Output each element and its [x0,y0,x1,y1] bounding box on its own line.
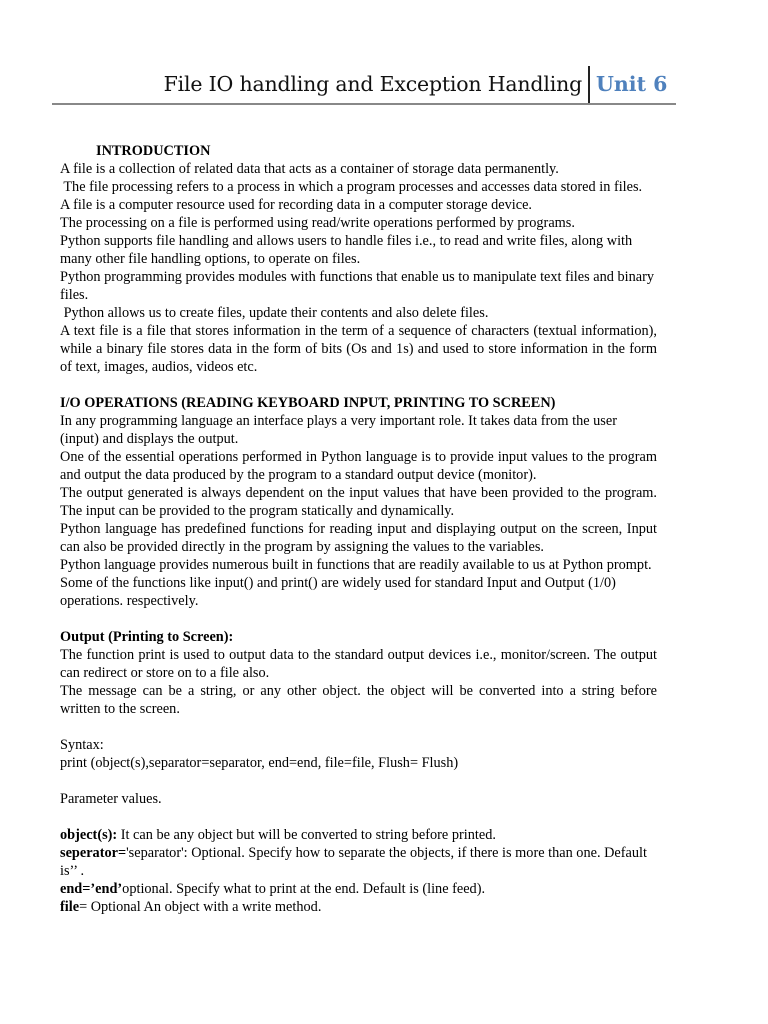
parameter-term: seperator= [60,845,127,861]
document-body [60,142,657,916]
paragraph: A file is a collection of related data that acts as a container of storage data permanently. [60,161,559,177]
paragraph: Python supports file handling and allows users to handle files i.e., to read and write files, along with many other file handling options, to operate on files. [60,233,633,267]
paragraph: A file is a computer resource used for recording data in a computer storage device. [60,197,533,213]
paragraph: Python language provides numerous built in functions that are readily available to us at Python prompt. [60,557,652,573]
paragraph: The message can be a string, or any other object. the object will be converted into a string before written to the screen. [60,683,657,717]
parameter-term: end=’end’ [60,881,123,897]
paragraph: In any programming language an interface plays a very important role. It takes data from the user (input) and displays the output. [60,413,617,447]
paragraph: The file processing refers to a process in which a program processes and accesses data stored in files. [60,179,643,195]
paragraph: Python language has predefined functions for reading input and displaying output on the screen, Input can also be provided directly in the program by assigning the values to the variables. [60,521,657,555]
parameter-item [60,844,657,880]
section-heading-introduction: INTRODUCTION [96,143,211,159]
paragraph: Python programming provides modules with functions that enable us to manipulate text files and binary files. [60,269,655,303]
paragraph: The function print is used to output data to the standard output devices i.e., monitor/screen. The output can redirect or store on to a file also. [60,647,657,681]
paragraph: The processing on a file is performed using read/write operations performed by programs. [60,215,575,231]
parameter-term: object(s): [60,827,118,843]
parameter-description: It can be any object but will be converted to string before printed. [117,827,496,843]
header-divider [588,66,590,104]
parameter-description: 'separator': Optional. Specify how to separate the objects, if there is more than one. Default is’’ . [60,845,647,879]
parameter-term: file [60,899,80,915]
paragraph: The output generated is always dependent on the input values that have been provided to the program. The input can be provided to the program statically and dynamically. [60,485,657,519]
paragraph: A text file is a file that stores information in the term of a sequence of characters (textual information), while a binary file stores data in the form of bits (Os and 1s) and used to store information in the form of text, images, audios, videos etc. [60,323,657,375]
section-heading-io-operations: I/O OPERATIONS (READING KEYBOARD INPUT, PRINTING TO SCREEN) [60,395,556,411]
document-title: File IO handling and Exception Handling [163,72,582,96]
paragraph: One of the essential operations performed in Python language is to provide input values to the program and output the data produced by the program to a standard output device (monitor). [60,449,657,483]
parameter-item [60,880,657,898]
unit-label: Unit 6 [596,72,668,96]
page-header [52,66,676,106]
parameter-heading: Parameter values. [60,791,162,807]
parameter-item [60,898,657,916]
parameter-description: = Optional An object with a write method. [79,899,322,915]
parameter-description: optional. Specify what to print at the end. Default is (line feed). [122,881,486,897]
syntax-code: print (object(s),separator=separator, end=end, file=file, Flush= Flush) [60,755,459,771]
paragraph: Python allows us to create files, update their contents and also delete files. [60,305,489,321]
paragraph: Some of the functions like input() and print() are widely used for standard Input and Output (1/0) operations. respectively. [60,575,616,609]
header-rule [52,103,676,105]
syntax-label: Syntax: [60,737,104,753]
section-heading-output: Output (Printing to Screen): [60,629,234,645]
parameter-item [60,826,657,844]
